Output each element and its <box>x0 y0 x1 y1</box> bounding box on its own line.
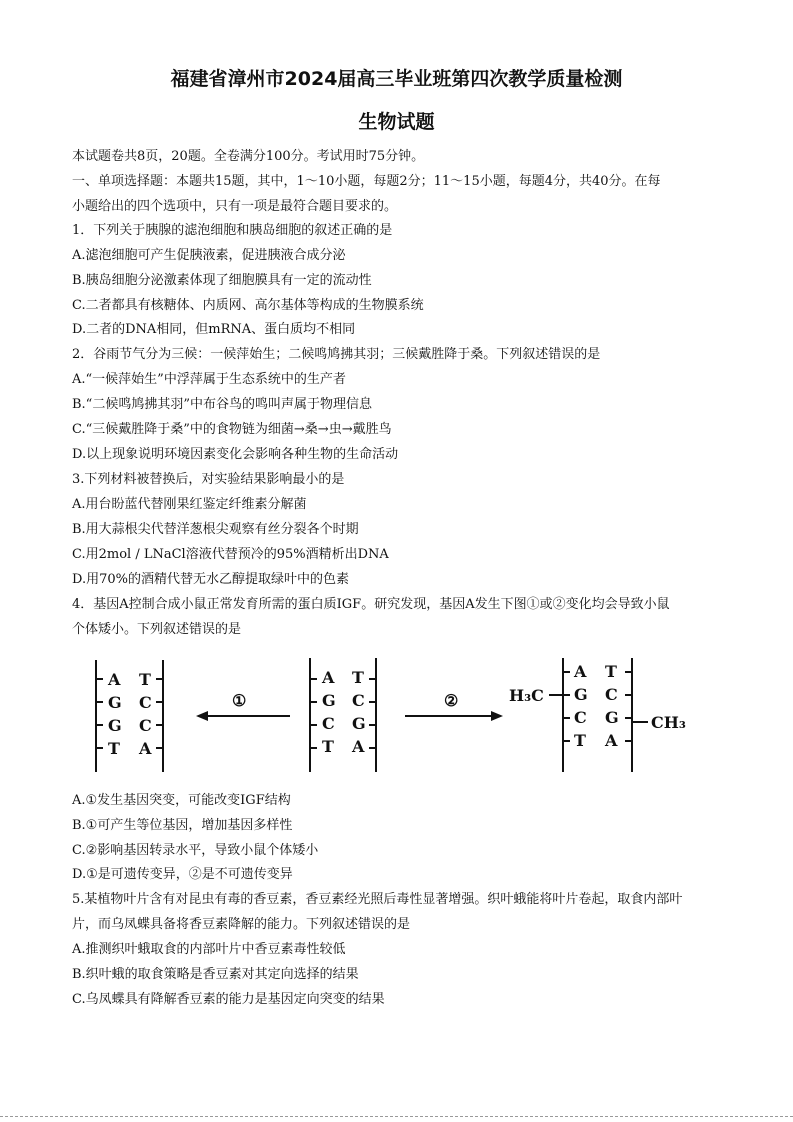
q3-option-a: A.用台盼蓝代替刚果红鉴定纤维素分解菌 <box>72 497 307 512</box>
base-mid-3a: C <box>322 714 335 733</box>
q3-option-b: B.用大蒜根尖代替洋葱根尖观察有丝分裂各个时期 <box>72 522 359 537</box>
base-left-1b: T <box>139 670 151 689</box>
base-left-2b: C <box>139 693 152 712</box>
dna-strand-right <box>509 658 686 772</box>
q5-stem-line1: 5.某植物叶片含有对昆虫有毒的香豆素，香豆素经光照后毒性显著增强。织叶蛾能将叶片卷起，取食内部叶 <box>72 892 683 907</box>
methyl-group-left: H₃C <box>509 686 544 705</box>
q4-option-b: B.①可产生等位基因，增加基因多样性 <box>72 818 293 833</box>
base-mid-4b: A <box>352 737 365 756</box>
exam-subtitle: 生物试题 <box>358 111 435 133</box>
base-mid-4a: T <box>322 737 334 756</box>
base-left-3b: C <box>139 716 152 735</box>
q5-option-c: C.乌凤蝶具有降解香豆素的能力是基因定向突变的结果 <box>72 992 385 1007</box>
q5-option-b: B.织叶蛾的取食策略是香豆素对其定向选择的结果 <box>72 967 359 982</box>
q4-option-c: C.②影响基因转录水平，导致小鼠个体矮小 <box>72 843 319 858</box>
dna-strand-middle <box>310 658 376 772</box>
exam-title: 福建省漳州市2024届高三毕业班第四次教学质量检测 <box>170 68 623 90</box>
section-instruction-line1: 一、单项选择题：本题共15题，其中，1～10小题，每题2分；11～15小题，每题4分，共40分。在每 <box>72 174 661 189</box>
q4-option-d: D.①是可遗传变异，②是不可遗传变异 <box>72 867 293 882</box>
base-left-3a: G <box>108 716 122 735</box>
base-mid-2a: G <box>322 691 336 710</box>
q1-option-b: B.胰岛细胞分泌激素体现了细胞膜具有一定的流动性 <box>72 273 372 288</box>
base-mid-3b: G <box>352 714 366 733</box>
base-right-4b: A <box>605 731 618 750</box>
q4-option-a: A.①发生基因突变，可能改变IGF结构 <box>72 793 291 808</box>
arrow-right-icon <box>405 711 503 721</box>
q5-stem-line2: 片，而乌凤蝶具备将香豆素降解的能力。下列叙述错误的是 <box>72 917 411 932</box>
base-right-3a: C <box>574 708 587 727</box>
methyl-group-right: CH₃ <box>651 713 686 732</box>
base-left-1a: A <box>108 670 121 689</box>
q1-stem: 1．下列关于胰腺的滤泡细胞和胰岛细胞的叙述正确的是 <box>72 223 393 238</box>
q3-option-d: D.用70%的酒精代替无水乙醇提取绿叶中的色素 <box>72 572 349 587</box>
q2-option-a: A.“一候萍始生”中浮萍属于生态系统中的生产者 <box>72 372 346 387</box>
q3-option-c: C.用2mol / LNaCl溶液代替预冷的95%酒精析出DNA <box>72 547 389 562</box>
base-mid-2b: C <box>352 691 365 710</box>
base-right-3b: G <box>605 708 619 727</box>
dna-strand-left <box>96 660 163 772</box>
q1-option-a: A.滤泡细胞可产生促胰液素，促进胰液合成分泌 <box>72 248 346 263</box>
base-right-1b: T <box>605 662 617 681</box>
q1-option-c: C.二者都具有核糖体、内质网、高尔基体等构成的生物膜系统 <box>72 298 424 313</box>
base-mid-1a: A <box>322 668 335 687</box>
base-right-2b: C <box>605 685 618 704</box>
base-mid-1b: T <box>352 668 364 687</box>
page-bottom-rule <box>0 1116 793 1117</box>
q4-stem-line1: 4．基因A控制合成小鼠正常发育所需的蛋白质IGF。研究发现，基因A发生下图①或②变化均会导致小鼠 <box>72 597 670 612</box>
q2-option-b: B.“二候鸣鸠拂其羽”中布谷鸟的鸣叫声属于物理信息 <box>72 397 372 412</box>
q2-option-d: D.以上现象说明环境因素变化会影响各种生物的生命活动 <box>72 447 399 462</box>
intro-text: 本试题卷共8页，20题。全卷满分100分。考试用时75分钟。 <box>72 149 425 164</box>
arrow1-label: ① <box>232 691 247 710</box>
base-right-2a: G <box>574 685 588 704</box>
section-instruction-line2: 小题给出的四个选项中，只有一项是最符合题目要求的。 <box>72 199 398 214</box>
dna-methylation-diagram <box>0 648 793 778</box>
q2-stem: 2．谷雨节气分为三候：一候萍始生；二候鸣鸠拂其羽；三候戴胜降于桑。下列叙述错误的是 <box>72 347 601 362</box>
q3-stem: 3.下列材料被替换后，对实验结果影响最小的是 <box>72 472 345 487</box>
base-right-4a: T <box>574 731 586 750</box>
q1-option-d: D.二者的DNA相同，但mRNA、蛋白质均不相同 <box>72 322 356 337</box>
base-left-4a: T <box>108 739 120 758</box>
base-left-2a: G <box>108 693 122 712</box>
arrow2-label: ② <box>444 691 459 710</box>
base-right-1a: A <box>574 662 587 681</box>
q5-option-a: A.推测织叶蛾取食的内部叶片中香豆素毒性较低 <box>72 942 346 957</box>
base-left-4b: A <box>139 739 152 758</box>
q4-stem-line2: 个体矮小。下列叙述错误的是 <box>72 622 242 637</box>
arrow-left-icon <box>196 711 290 721</box>
q2-option-c: C.“三候戴胜降于桑”中的食物链为细菌→桑→虫→戴胜鸟 <box>72 422 392 437</box>
